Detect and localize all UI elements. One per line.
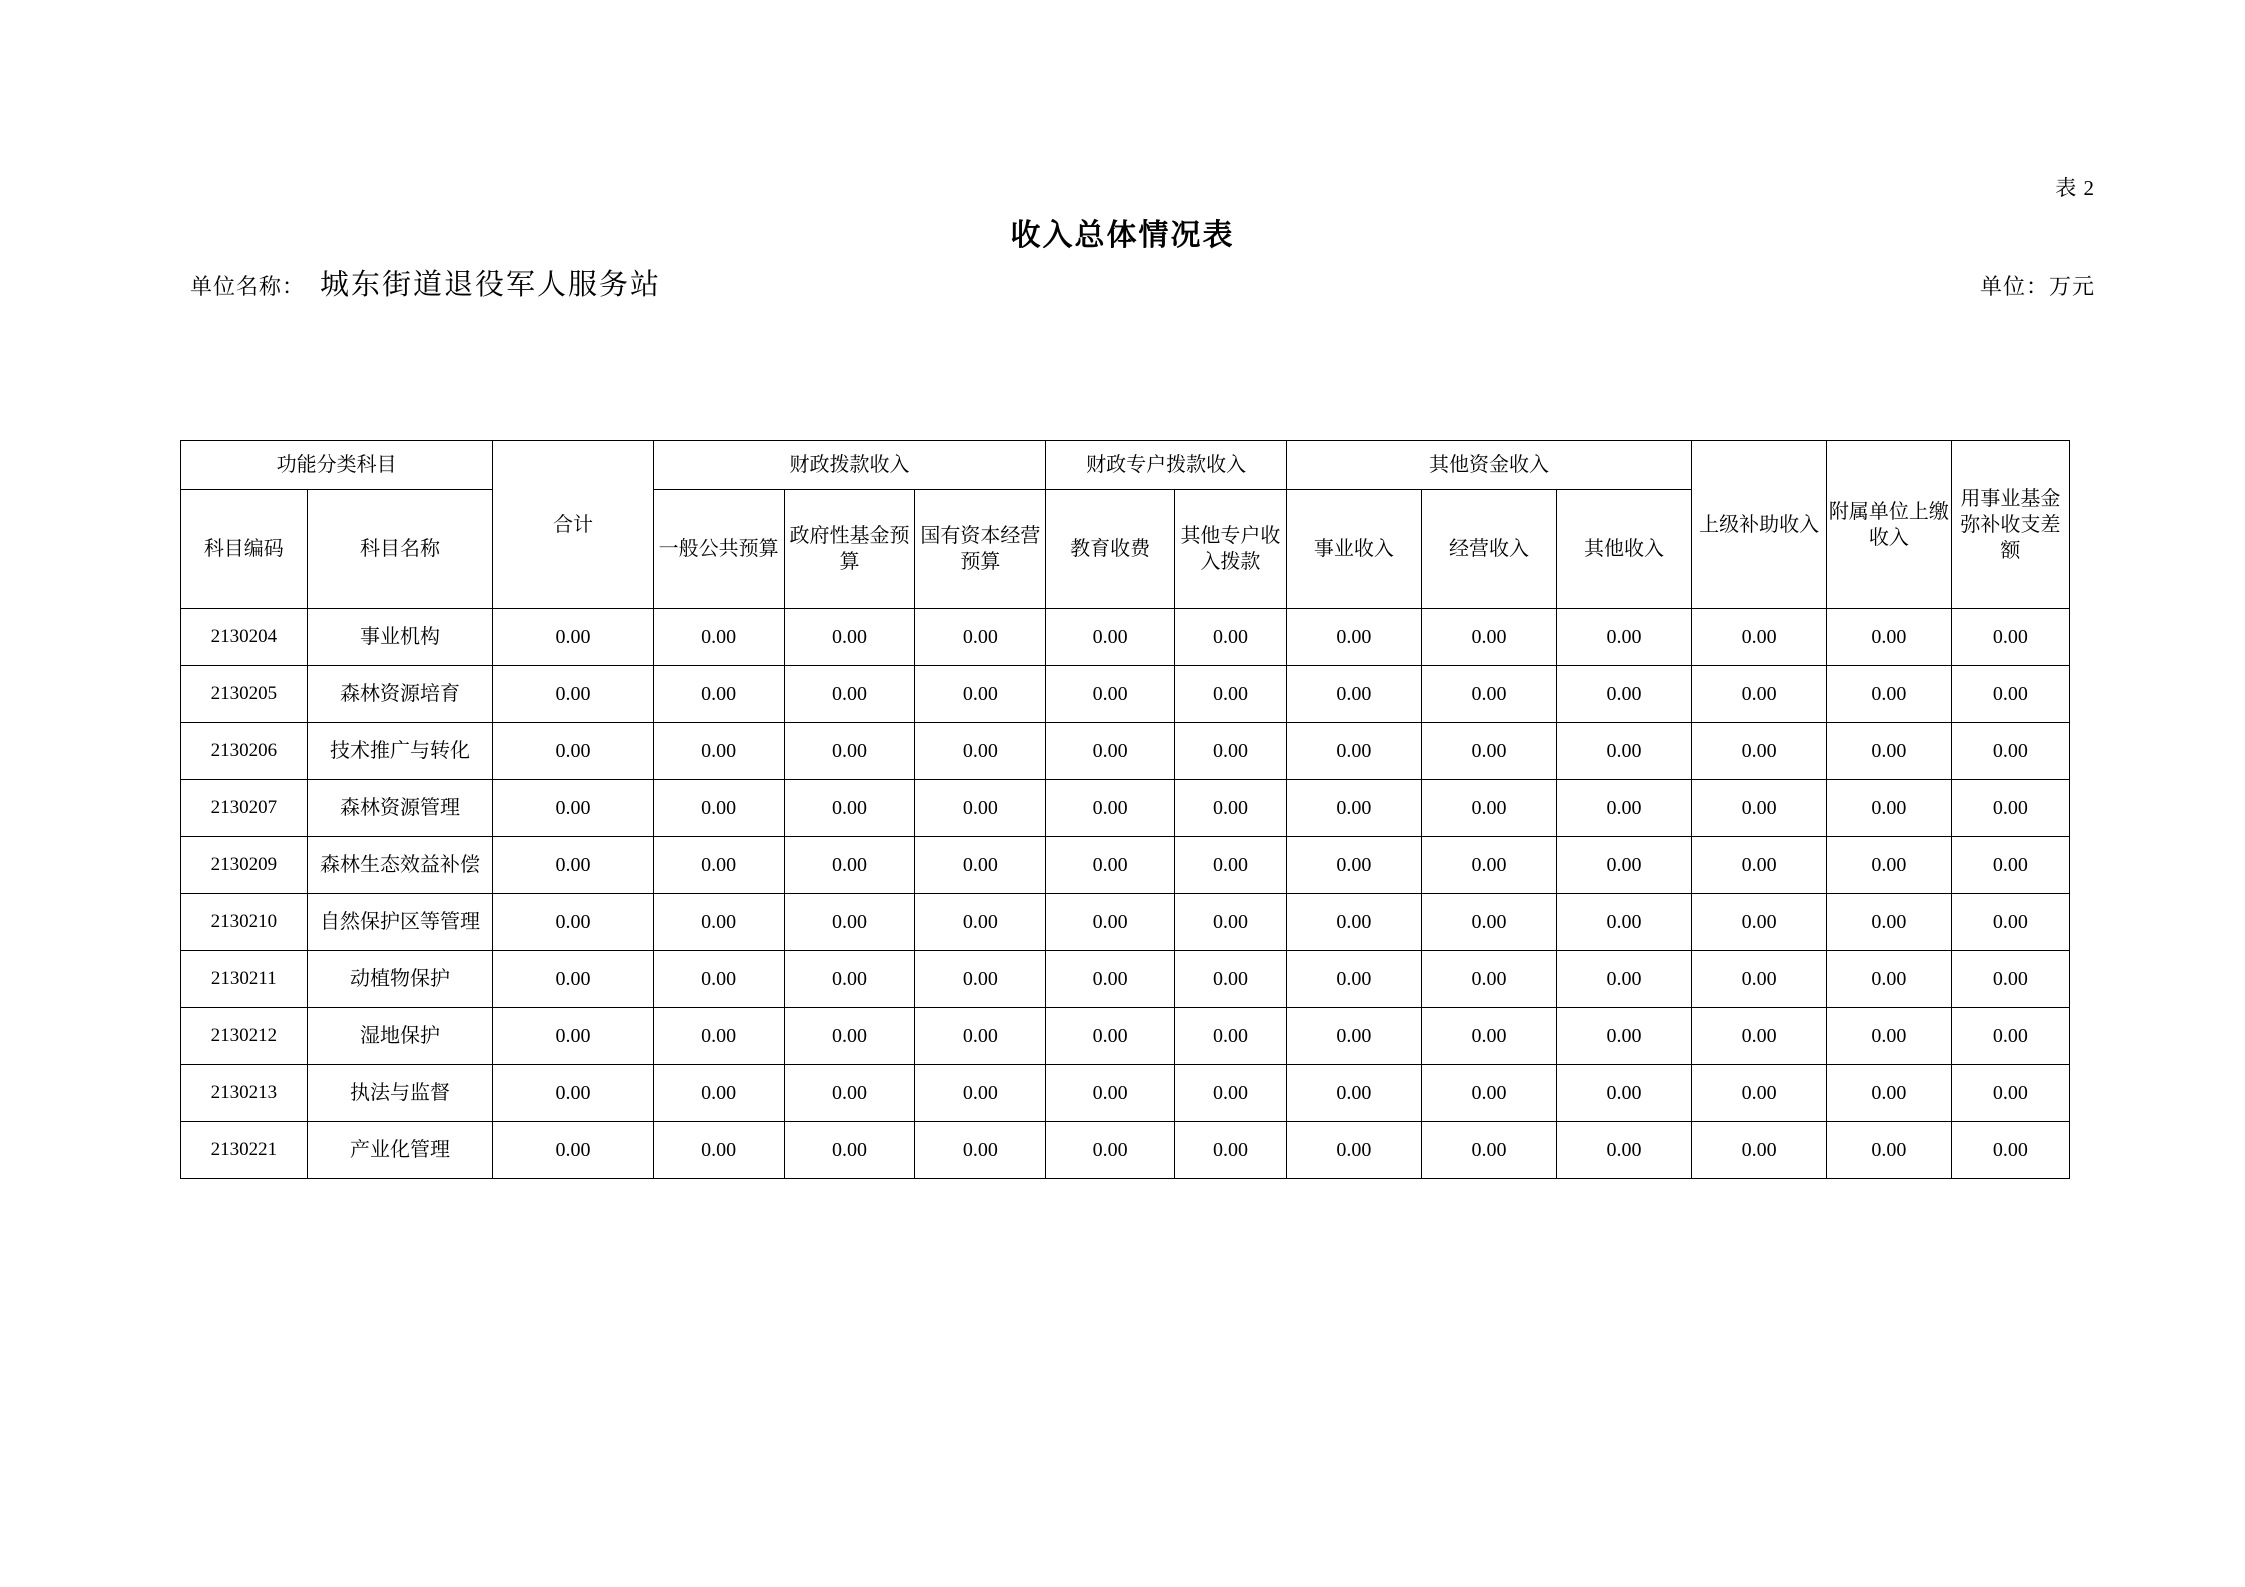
cell-amount: 0.00 (1827, 723, 1952, 780)
cell-amount: 0.00 (1286, 1122, 1421, 1179)
header-group-other: 其他资金收入 (1286, 441, 1691, 490)
cell-amount: 0.00 (1421, 1008, 1556, 1065)
header-col-operating-income: 经营收入 (1421, 490, 1556, 609)
header-row-groups (181, 441, 2070, 490)
cell-amount: 0.00 (653, 723, 784, 780)
cell-amount: 0.00 (784, 1122, 915, 1179)
cell-amount: 0.00 (1175, 1122, 1287, 1179)
cell-amount: 0.00 (1175, 1065, 1287, 1122)
cell-amount: 0.00 (784, 894, 915, 951)
cell-amount: 0.00 (1286, 1065, 1421, 1122)
cell-amount: 0.00 (1421, 723, 1556, 780)
cell-amount: 0.00 (1951, 666, 2069, 723)
cell-amount: 0.00 (1951, 1065, 2069, 1122)
cell-amount: 0.00 (1827, 780, 1952, 837)
cell-amount: 0.00 (1046, 1008, 1175, 1065)
table-row (181, 609, 2070, 666)
table-body (181, 609, 2070, 1179)
cell-subject-code: 2130210 (181, 894, 308, 951)
cell-amount: 0.00 (1046, 666, 1175, 723)
cell-amount: 0.00 (1175, 666, 1287, 723)
table-row (181, 1008, 2070, 1065)
table-row (181, 780, 2070, 837)
cell-amount: 0.00 (1951, 894, 2069, 951)
cell-amount: 0.00 (1951, 723, 2069, 780)
cell-amount: 0.00 (915, 609, 1046, 666)
cell-amount: 0.00 (1175, 780, 1287, 837)
cell-amount: 0.00 (1421, 666, 1556, 723)
cell-amount: 0.00 (784, 837, 915, 894)
cell-amount: 0.00 (1827, 1008, 1952, 1065)
cell-amount: 0.00 (1046, 894, 1175, 951)
header-col-edu-fee: 教育收费 (1046, 490, 1175, 609)
cell-amount: 0.00 (915, 723, 1046, 780)
cell-amount: 0.00 (1557, 609, 1692, 666)
cell-amount: 0.00 (784, 666, 915, 723)
cell-amount: 0.00 (1421, 780, 1556, 837)
cell-amount: 0.00 (653, 780, 784, 837)
cell-amount: 0.00 (915, 837, 1046, 894)
cell-amount: 0.00 (1827, 837, 1952, 894)
header-col-other-income: 其他收入 (1557, 490, 1692, 609)
cell-amount: 0.00 (493, 723, 653, 780)
cell-amount: 0.00 (493, 837, 653, 894)
cell-amount: 0.00 (1421, 1065, 1556, 1122)
cell-amount: 0.00 (1692, 666, 1827, 723)
cell-amount: 0.00 (1421, 837, 1556, 894)
cell-amount: 0.00 (784, 1065, 915, 1122)
cell-amount: 0.00 (1827, 666, 1952, 723)
cell-subject-name: 动植物保护 (307, 951, 493, 1008)
cell-amount: 0.00 (784, 1008, 915, 1065)
cell-amount: 0.00 (915, 1122, 1046, 1179)
cell-amount: 0.00 (1692, 1122, 1827, 1179)
table-row (181, 723, 2070, 780)
cell-amount: 0.00 (1175, 894, 1287, 951)
cell-amount: 0.00 (1175, 951, 1287, 1008)
cell-amount: 0.00 (1557, 1122, 1692, 1179)
cell-subject-code: 2130221 (181, 1122, 308, 1179)
cell-amount: 0.00 (1421, 894, 1556, 951)
cell-amount: 0.00 (915, 894, 1046, 951)
cell-amount: 0.00 (1421, 1122, 1556, 1179)
header-group-function: 功能分类科目 (181, 441, 493, 490)
cell-amount: 0.00 (1046, 723, 1175, 780)
cell-amount: 0.00 (653, 1065, 784, 1122)
cell-amount: 0.00 (1286, 780, 1421, 837)
cell-amount: 0.00 (1827, 894, 1952, 951)
cell-amount: 0.00 (1557, 1008, 1692, 1065)
cell-subject-code: 2130212 (181, 1008, 308, 1065)
table-row (181, 951, 2070, 1008)
unit-name-label: 单位名称： (190, 274, 306, 299)
table-row (181, 894, 2070, 951)
table-header (181, 441, 2070, 609)
cell-amount: 0.00 (784, 609, 915, 666)
cell-amount: 0.00 (1692, 894, 1827, 951)
cell-amount: 0.00 (915, 951, 1046, 1008)
cell-amount: 0.00 (1692, 723, 1827, 780)
cell-amount: 0.00 (653, 951, 784, 1008)
cell-amount: 0.00 (1286, 609, 1421, 666)
cell-amount: 0.00 (1046, 1122, 1175, 1179)
page-title: 收入总体情况表 (1010, 219, 1235, 252)
cell-amount: 0.00 (1421, 609, 1556, 666)
cell-amount: 0.00 (1827, 951, 1952, 1008)
cell-subject-name: 自然保护区等管理 (307, 894, 493, 951)
cell-amount: 0.00 (1557, 666, 1692, 723)
header-col-state-capital: 国有资本经营预算 (915, 490, 1046, 609)
cell-amount: 0.00 (915, 1065, 1046, 1122)
cell-subject-name: 产业化管理 (307, 1122, 493, 1179)
cell-amount: 0.00 (1557, 723, 1692, 780)
cell-amount: 0.00 (915, 666, 1046, 723)
cell-amount: 0.00 (1692, 780, 1827, 837)
cell-amount: 0.00 (653, 1122, 784, 1179)
cell-amount: 0.00 (653, 837, 784, 894)
cell-amount: 0.00 (1046, 780, 1175, 837)
header-group-fiscal: 财政拨款收入 (653, 441, 1046, 490)
cell-amount: 0.00 (1692, 837, 1827, 894)
cell-subject-name: 森林资源培育 (307, 666, 493, 723)
cell-amount: 0.00 (1951, 1122, 2069, 1179)
cell-amount: 0.00 (1951, 951, 2069, 1008)
cell-subject-name: 森林生态效益补偿 (307, 837, 493, 894)
cell-amount: 0.00 (1692, 609, 1827, 666)
cell-subject-name: 执法与监督 (307, 1065, 493, 1122)
cell-amount: 0.00 (1046, 951, 1175, 1008)
cell-amount: 0.00 (1692, 1065, 1827, 1122)
cell-amount: 0.00 (1046, 837, 1175, 894)
cell-amount: 0.00 (1421, 951, 1556, 1008)
cell-amount: 0.00 (1286, 837, 1421, 894)
cell-amount: 0.00 (915, 780, 1046, 837)
cell-subject-name: 事业机构 (307, 609, 493, 666)
cell-amount: 0.00 (493, 894, 653, 951)
cell-amount: 0.00 (784, 951, 915, 1008)
cell-amount: 0.00 (1951, 837, 2069, 894)
cell-amount: 0.00 (1692, 1008, 1827, 1065)
cell-amount: 0.00 (1286, 1008, 1421, 1065)
cell-amount: 0.00 (1286, 894, 1421, 951)
header-col-other-special: 其他专户收入拨款 (1175, 490, 1287, 609)
table-row (181, 837, 2070, 894)
header-col-business-income: 事业收入 (1286, 490, 1421, 609)
cell-subject-code: 2130211 (181, 951, 308, 1008)
unit-name-value: 城东街道退役军人服务站 (320, 269, 662, 301)
cell-amount: 0.00 (493, 1065, 653, 1122)
header-col-gov-fund: 政府性基金预算 (784, 490, 915, 609)
meta-row (190, 262, 2095, 302)
cell-amount: 0.00 (1286, 723, 1421, 780)
header-col-fund-balance: 用事业基金弥补收支差额 (1951, 441, 2069, 609)
cell-amount: 0.00 (1557, 837, 1692, 894)
amount-unit-label: 单位：万元 (1979, 274, 2095, 299)
cell-amount: 0.00 (653, 666, 784, 723)
cell-amount: 0.00 (1175, 1008, 1287, 1065)
header-col-superior-subsidy: 上级补助收入 (1692, 441, 1827, 609)
header-col-total: 合计 (493, 441, 653, 609)
cell-amount: 0.00 (784, 780, 915, 837)
header-col-name: 科目名称 (307, 490, 493, 609)
table-row (181, 1122, 2070, 1179)
cell-amount: 0.00 (493, 780, 653, 837)
cell-amount: 0.00 (1286, 666, 1421, 723)
cell-amount: 0.00 (1827, 1122, 1952, 1179)
cell-amount: 0.00 (1692, 951, 1827, 1008)
cell-amount: 0.00 (1175, 609, 1287, 666)
cell-amount: 0.00 (1951, 780, 2069, 837)
cell-amount: 0.00 (1557, 951, 1692, 1008)
cell-subject-code: 2130205 (181, 666, 308, 723)
cell-amount: 0.00 (653, 609, 784, 666)
header-col-general-public: 一般公共预算 (653, 490, 784, 609)
cell-amount: 0.00 (493, 951, 653, 1008)
cell-subject-name: 湿地保护 (307, 1008, 493, 1065)
cell-amount: 0.00 (1046, 1065, 1175, 1122)
header-group-special: 财政专户拨款收入 (1046, 441, 1287, 490)
cell-amount: 0.00 (493, 1122, 653, 1179)
cell-amount: 0.00 (1046, 609, 1175, 666)
cell-amount: 0.00 (1175, 837, 1287, 894)
cell-subject-code: 2130206 (181, 723, 308, 780)
cell-amount: 0.00 (1951, 1008, 2069, 1065)
cell-amount: 0.00 (1557, 894, 1692, 951)
cell-subject-code: 2130204 (181, 609, 308, 666)
cell-amount: 0.00 (1951, 609, 2069, 666)
cell-amount: 0.00 (1827, 609, 1952, 666)
cell-amount: 0.00 (1286, 951, 1421, 1008)
cell-subject-name: 技术推广与转化 (307, 723, 493, 780)
cell-subject-code: 2130213 (181, 1065, 308, 1122)
cell-amount: 0.00 (1175, 723, 1287, 780)
table-row (181, 1065, 2070, 1122)
cell-amount: 0.00 (493, 666, 653, 723)
header-col-code: 科目编码 (181, 490, 308, 609)
cell-amount: 0.00 (493, 1008, 653, 1065)
income-summary-table (180, 440, 2070, 1179)
cell-amount: 0.00 (784, 723, 915, 780)
cell-subject-name: 森林资源管理 (307, 780, 493, 837)
cell-amount: 0.00 (653, 1008, 784, 1065)
cell-subject-code: 2130207 (181, 780, 308, 837)
table-row (181, 666, 2070, 723)
cell-amount: 0.00 (493, 609, 653, 666)
cell-amount: 0.00 (915, 1008, 1046, 1065)
cell-amount: 0.00 (653, 894, 784, 951)
cell-amount: 0.00 (1557, 1065, 1692, 1122)
header-col-subordinate-payment: 附属单位上缴收入 (1827, 441, 1952, 609)
cell-amount: 0.00 (1557, 780, 1692, 837)
cell-amount: 0.00 (1827, 1065, 1952, 1122)
cell-subject-code: 2130209 (181, 837, 308, 894)
table-number: 表 2 (2055, 176, 2095, 200)
